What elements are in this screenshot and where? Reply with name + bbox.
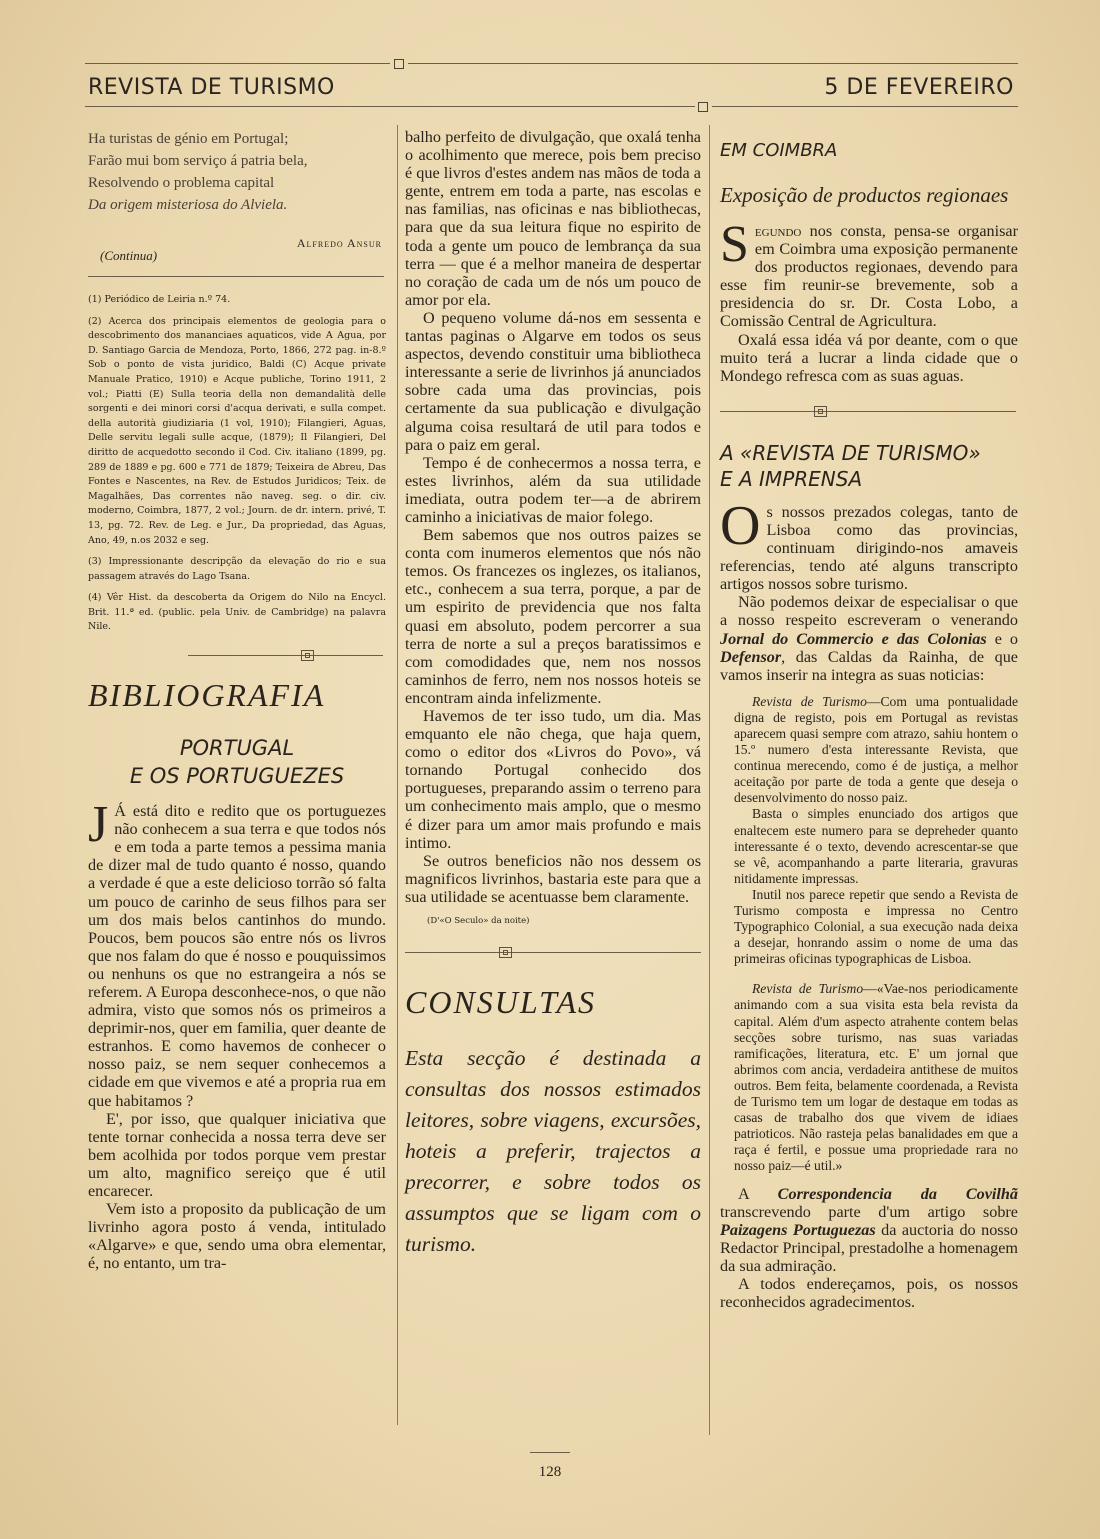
left-column xyxy=(88,128,386,1273)
article-title-imprensa: E A IMPRENSA xyxy=(720,466,863,491)
quote-paragraph: Revista de Turismo—«Vae-nos periodicamente animando com a sua visita esta bela revista da capital. Além d'um aspecto atrahente contem belas secções sobre turismo, nas suas variadas ramificações, literatura, etc. E' um jornal que abrimos com ancia, verdadeira antithese de muitos outros. Bem feita, belamente coordenada, a Revista de Turismo tem um logar de destaque em todas as casas de trabalho dos que vivem de idiaes patrioticos. Não rasteja pelas banalidades em que a raça é fertil, e possue uma propriedade rara no nosso paiz—é util.» xyxy=(734,981,1018,1174)
article-subtitle-exposicao: Exposição de productos regionaes xyxy=(720,183,1009,207)
section-divider-rule xyxy=(188,655,383,656)
article-paragraph: Se outros beneficios não nos dessem os magnificos livrinhos, bastaria este para que a sua utilidade se acentuasse bem claramente. xyxy=(405,851,701,906)
header-bottom-rule-left xyxy=(85,106,695,107)
footer-rule xyxy=(530,1452,570,1453)
header-title: REVISTA DE TURISMO xyxy=(88,75,335,100)
article-paragraph: A todos endereçamos, pois, os nossos reconhecidos agradecimentos. xyxy=(720,1274,1018,1312)
article-paragraph: Não podemos deixar de especialisar o que a nosso respeito escreveram o venerando Jornal do Commercio e das Colonias e o Defensor, das Caldas da Rainha, de que vamos inserir na integra as suas noticias: xyxy=(720,593,1018,684)
article-body xyxy=(88,796,386,1273)
section-divider-rule xyxy=(405,952,701,953)
coimbra-body xyxy=(720,216,1018,385)
quote-paragraph: Inutil nos parece repetir que sendo a Revista de Turismo composta e impressa no Centro Typographico Colonial, a sua execução nada deixa a desejar, honrando assim o nome de uma das primeiras oficinas typographicas de Lisboa. xyxy=(734,886,1018,967)
right-column xyxy=(720,128,1018,1311)
article-title: PORTUGAL xyxy=(179,736,295,761)
poem xyxy=(88,128,386,216)
section-title-bibliografia: BIBLIOGRAFIA xyxy=(88,677,326,714)
footnote-divider xyxy=(88,276,384,277)
quote-block-1 xyxy=(734,694,1018,968)
article-paragraph: Bem sabemos que nos outros paizes se conta com inumeros elementos que nós não temos. Os francezes os inglezes, os italianos, etc., conhecem a sua terra, porque, a par de um espirito de previdencia que nos falta quasi em absoluto, podem percorrer a sua terra de norte a sul a preços baratissimos e com comodidades que, nem nos nossos caminhos de ferro, nem nos nossos hoteis se encontram ainda infelizmente. xyxy=(405,526,701,707)
poem-line: Da origem misteriosa do Alviela. xyxy=(88,197,288,213)
article-paragraph: Tempo é de conhecermos a nossa terra, e estes livrinhos, além da sua utilidade imediata, outra podem ter—a de abrirem caminho a iniciativas de maior folego. xyxy=(405,453,701,526)
header-top-rule-right xyxy=(408,63,1018,64)
quote-paragraph: Revista de Turismo—Com uma pontualidade digna de registo, pois em Portugal as revistas aparecem quasi sempre com atrazo, sahiu hontem o 15.º numero d'esta interessante Revista, que continua merecendo, como é de justiça, a melhor aceitação por parte de toda a gente que deseja o desenvolvimento do nosso paiz. xyxy=(734,693,1018,806)
article-paragraph: Havemos de ter isso tudo, um dia. Mas emquanto ele não chega, que haja quem, como o editor dos «Livros do Povo», vá tornando Portugal conhecido dos portugueses, preparando assim o terreno para um conhecimento mais amplo, que o mesmo é dizer para um amor mais profundo e mais intimo. xyxy=(405,707,701,852)
continua-note: (Continua) xyxy=(100,248,158,263)
poem-line: Farão mui bom serviço á patria bela, xyxy=(88,153,308,169)
source-credit: (D'«O Seculo» da noite) xyxy=(427,916,530,927)
article-paragraph: A Correspondencia da Covilhã transcrevendo parte d'um artigo sobre Paizagens Portuguezas da auctoria do nosso Redactor Principal, prestadolhe a homenagem da sua admiração. xyxy=(720,1184,1019,1275)
consultas-text: Esta secção é destinada a consultas dos nossos estimados leitores, sobre viagens, excursões, hoteis a preferir, trajectos a precorrer, e sobre todos os assumptos que se ligam com o turismo. xyxy=(405,1046,701,1257)
article-paragraph: E', por isso, que qualquer iniciativa que tente tornar conhecida a nossa terra deve ser bem acolhida por todos porque vem prestar um alto, magnifico sereiço que é util encarecer. xyxy=(88,1109,386,1201)
section-ornament xyxy=(814,406,827,417)
drop-cap: J xyxy=(88,796,109,854)
section-ornament xyxy=(301,650,314,661)
article-paragraph: O pequeno volume dá-nos em sessenta e tantas paginas o Algarve em todos os seus aspectos, devendo constituir uma bibliotheca interessante a serie de livrinhos já anunciados sobre cada uma das provincias, pois certamente da sua publicação e divulgação alguma coisa resultará de util para todos e para o paiz em geral. xyxy=(405,308,701,454)
page-number: 128 xyxy=(538,1464,562,1480)
article-paragraph: Segundo nos consta, pensa-se organisar em Coimbra uma exposição permanente dos productos regionaes, devendo para esse fim reunir-se brevemente, sob a presidencia do sr. Dr. Costa Lobo, a Comissão Central de Agricultura. xyxy=(720,216,1018,331)
quote-paragraph: Basta o simples enunciado dos artigos que enaltecem este numero para se depreheder quanto interessante é o texto, devendo acrescentar-se que se vê, acompanhando a parte literaria, gravuras nitidamente impressas. xyxy=(734,806,1018,886)
imprensa-body xyxy=(720,494,1018,684)
quote-block-2 xyxy=(734,981,1018,1174)
article-paragraph: Oxalá essa idéa vá por deante, com o que muito terá a lucrar a linda cidade que o Mondego refresca com as suas aguas. xyxy=(720,330,1018,385)
header-ornament-bottom xyxy=(698,102,708,112)
footnotes xyxy=(88,293,386,635)
header-date: 5 DE FEVEREIRO xyxy=(824,75,1014,100)
closing-body xyxy=(720,1185,1018,1312)
drop-cap: S xyxy=(720,216,749,273)
article-paragraph: Os nossos prezados colegas, tanto de Lisboa como das provincias, continuam dirigindo-nos amaveis referencias, tendo até alguns transcripto artigos nossos sobre turismo. xyxy=(720,494,1018,594)
article-continuation xyxy=(405,128,701,906)
article-title-coimbra: EM COIMBRA xyxy=(720,140,838,161)
poem-line: Ha turistas de génio em Portugal; xyxy=(88,131,289,147)
header-bottom-rule-right xyxy=(712,106,1018,107)
article-paragraph: balho perfeito de divulgação, que oxalá tenha o acolhimento que merece, pois bem preciso é que livros d'estes andem nas mãos de toda a gente, entrem em toda a parte, nas escolas e nas familias, nas oficinas e nas bibliothecas, para que da sua leitura fique no espirito de toda a gente um pouco de lembrança da sua terra — que é a melhor maneira de despertar no coração de cada um de nós um pouco de amor por ela. xyxy=(405,128,701,309)
article-paragraph: J Á está dito e redito que os portuguezes não conhecem a sua terra e que todos nós e em toda a parte temos a pessima mania de dizer mal de tudo quanto é nosso, quando a verdade é que a este delicioso torrão só falta um pouco de carinho de seus filhos para ser um dos mais belos cantinhos do mundo. Poucos, bem poucos são entre nós os livros que nos falam do que é nosso e pouquissimos ou nenhuns os que no estrangeira a nós se referem. A Europa desconhece-nos, o que não admira, visto que somos nós os primeiros a deprimir-nos, quer em familia, quer deante de estranhos. E como havemos de conhecer o nosso paiz, se nem sequer conhecemos a cidade em que vivemos e até a propria rua em que habitamos ? xyxy=(88,796,386,1110)
article-paragraph: Vem isto a proposito da publicação de um livrinho agora posto á venda, intitulado «Algarve» e que, sendo uma obra elementar, é, no entanto, um tra- xyxy=(88,1200,386,1273)
section-title-consultas: CONSULTAS xyxy=(405,984,597,1021)
header-ornament-top xyxy=(394,59,404,69)
footnote: (3) Impressionante descripção da elevação do rio e sua passagem através do Lago Tsana. xyxy=(88,556,386,582)
section-divider-rule xyxy=(720,411,1016,412)
poem-line: Resolvendo o problema capital xyxy=(88,175,275,191)
footnote: (1) Periódico de Leiria n.º 74. xyxy=(88,294,231,305)
footnote: (4) Vêr Hist. da descoberta da Origem do Nilo na Encycl. Brit. 11.ª ed. (public. pela Univ. de Cambridge) na palavra Nile. xyxy=(88,592,386,633)
article-subtitle: E OS PORTUGUEZES xyxy=(129,764,345,789)
drop-cap: O xyxy=(720,494,761,557)
signature: Alfredo Ansur xyxy=(296,236,382,250)
footnote: (2) Acerca dos principais elementos de geologia para o descobrimento dos mananciaes aquaticos, vide A Agua, por D. Santiago Garcia de Mendoza, Porto, 1866, 272 pag. in-8.º Sob o ponto de vista juridico, Baldi (C) Acque private Manuale Pratico, 1910) e Acque publiche, Torino 1911, 2 vol.; Piatti (E) Sulla teoria della non demandalità delle sorgenti e dei minori corsi d'acqua derivati, e sulla compet. della autorità giudiziaria (1 vol, 1910); Filangieri, Aguas, Delle servitu legali sulle acque, (1879); Il Filangieri, Del diritto de acquedotto secondo il Cod. Civ. italiano (1899, pg. 289 de 1889 e pg. 600 e 771 de 1879; Teixeira de Abreu, Das Fontes e Nascentes, na Rev. de Estudos Juridicos; Teix. de Magalhães, Das correntes não naveg. seg. o dir. civ. moderno, Coimbra, 1877, 2 vol.; Journ. de dr. intern. privé, T. 13, pg. 72. Rev. de Leg. e Jur., Da propriedad, das Aguas, Ano, 49, n.os 2032 e seg. xyxy=(88,315,386,546)
section-ornament xyxy=(499,947,512,958)
column-rule-2 xyxy=(709,125,710,1435)
column-rule-1 xyxy=(397,125,398,1425)
article-title-revista: A «REVISTA DE TURISMO» xyxy=(720,440,981,465)
middle-column xyxy=(405,128,701,1260)
header-top-rule-left xyxy=(85,63,390,64)
